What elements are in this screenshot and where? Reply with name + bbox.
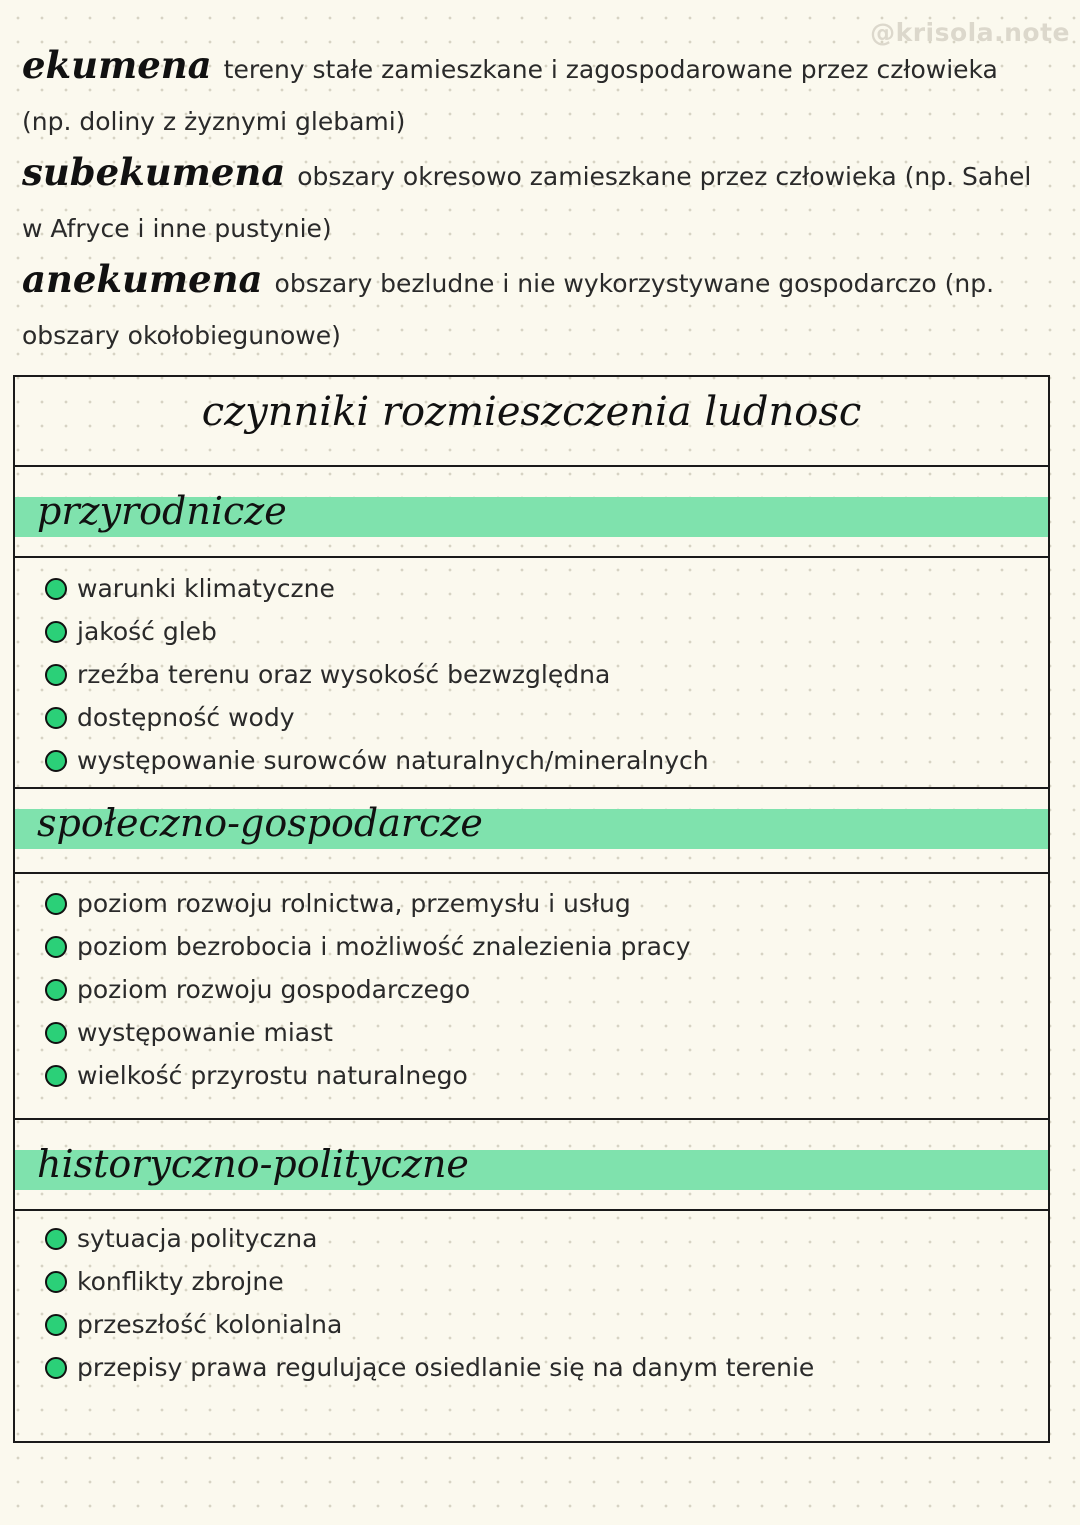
bullet-icon [45,1314,67,1336]
term-subekumena: subekumena [22,150,286,194]
list-item [45,1346,814,1389]
divider [15,1209,1048,1211]
term-anekumena: anekumena [22,257,263,301]
factor-text: dostępność wody [77,703,295,732]
bullet-icon [45,979,67,1001]
factor-text: wielkość przyrostu naturalnego [77,1061,468,1090]
factor-text: poziom rozwoju gospodarczego [77,975,471,1004]
divider [15,556,1048,558]
bullet-icon [45,707,67,729]
definition-anekumena [22,254,1032,361]
bullet-icon [45,1022,67,1044]
factor-list-socioeconomic [45,882,691,1097]
factor-text: warunki klimatyczne [77,574,335,603]
definitions [22,40,1032,361]
bullet-icon [45,1271,67,1293]
list-item [45,653,709,696]
divider [15,872,1048,874]
factor-text: jakość gleb [77,617,217,646]
definition-text: obszary bezludne i nie wykorzystywane gospodarczo (np. obszary okołobiegunowe) [22,269,995,350]
definition-subekumena [22,147,1032,254]
list-item [45,567,709,610]
category-label-natural: przyrodnicze [37,489,287,533]
divider [15,1118,1048,1120]
divider [15,787,1048,789]
category-label-historical: historyczno-polityczne [37,1142,469,1186]
factor-text: przepisy prawa regulujące osiedlanie się na danym terenie [77,1353,815,1382]
factor-text: konflikty zbrojne [77,1267,284,1296]
factor-text: występowanie miast [77,1018,333,1047]
factor-list-natural [45,567,709,782]
bullet-icon [45,750,67,772]
list-item [45,1011,691,1054]
list-item [45,882,691,925]
factor-text: sytuacja polityczna [77,1224,318,1253]
bullet-icon [45,1357,67,1379]
list-item [45,696,709,739]
definition-text: obszary okresowo zamieszkane przez człowieka (np. Sahel w Afryce i inne pustynie) [22,162,1032,243]
definition-ekumena [22,40,1032,147]
bullet-icon [45,893,67,915]
table-title: czynniki rozmieszczenia ludnosc [201,389,862,435]
bullet-icon [45,1228,67,1250]
watermark: @krisola.note [870,18,1070,47]
definition-text: tereny stałe zamieszkane i zagospodarowane przez człowieka (np. doliny z żyznymi glebami) [22,55,998,136]
factor-text: rzeźba terenu oraz wysokość bezwzględna [77,660,611,689]
bullet-icon [45,1065,67,1087]
list-item [45,610,709,653]
list-item [45,1217,814,1260]
bullet-icon [45,621,67,643]
list-item [45,1054,691,1097]
factor-text: występowanie surowców naturalnych/mineralnych [77,746,709,775]
factor-text: poziom bezrobocia i możliwość znalezienia pracy [77,932,691,961]
factors-table [13,375,1050,1443]
bullet-icon [45,578,67,600]
divider [15,465,1048,467]
list-item [45,925,691,968]
term-ekumena: ekumena [22,43,212,87]
factor-list-historical [45,1217,814,1389]
factor-text: poziom rozwoju rolnictwa, przemysłu i usług [77,889,631,918]
factor-text: przeszłość kolonialna [77,1310,343,1339]
bullet-icon [45,936,67,958]
list-item [45,1260,814,1303]
list-item [45,739,709,782]
category-label-socioeconomic: społeczno-gospodarcze [37,801,483,845]
list-item [45,968,691,1011]
list-item [45,1303,814,1346]
bullet-icon [45,664,67,686]
